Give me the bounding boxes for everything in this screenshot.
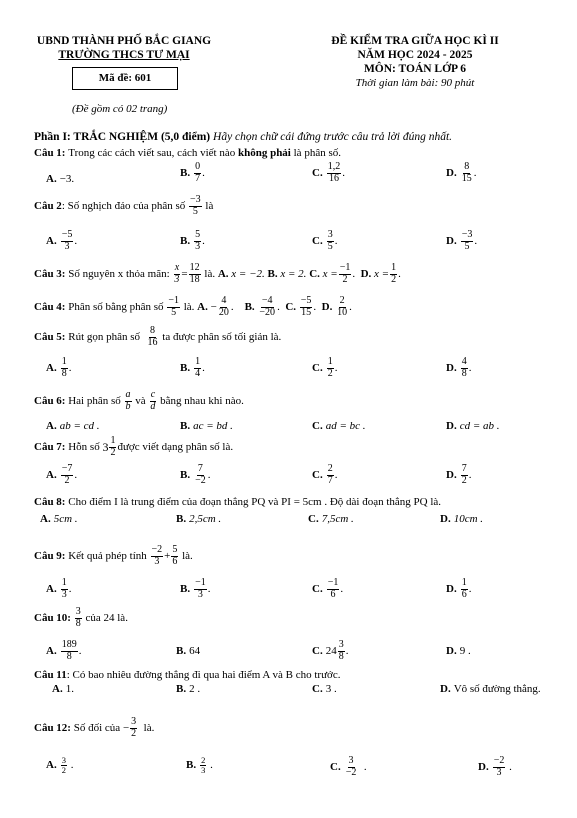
option-letter: A. [46,468,57,481]
fraction [149,390,156,412]
option-letter: C. [312,644,323,657]
q6-option-d[interactable] [446,421,500,432]
option-letter: C. [312,420,323,432]
fraction [461,230,474,252]
option-letter: D. [446,166,457,179]
q7-stem [34,436,233,458]
fraction-numerator: 1,2 [327,161,341,172]
q1-stem [34,148,341,159]
fraction-denominator: 8 [66,650,72,662]
option-letter: A. [40,513,51,525]
fraction-numerator: 8 [150,325,156,336]
fraction [130,717,137,739]
q12-option-a[interactable]: A. $\frac{3}{2}$ . [46,755,74,775]
fraction-numerator: −5 [61,229,73,240]
option-letter: C. [312,166,323,179]
fraction [461,162,473,184]
q3-option-c-label[interactable]: C. [309,267,320,280]
text-segment: và [135,394,146,407]
fraction [189,263,201,285]
text-segment: Số nguyên x thỏa mãn: [68,267,170,280]
fraction-numerator: 4 [221,295,227,306]
fraction-numerator: 5 [195,229,201,240]
fraction [327,162,342,184]
text-segment: 1. [65,683,74,695]
q12-option-b[interactable]: B. $\frac{2}{3}$ . [186,755,213,775]
fraction-denominator: 3 [174,273,180,285]
text-segment: x = [374,267,390,280]
option-letter: A. [46,172,57,185]
fraction [109,436,116,458]
q7-option-d[interactable]: D. $\frac{7}{2}$ . [446,463,472,486]
q7-option-c[interactable]: C. $\frac{2}{7}$ . [312,463,338,486]
q3-option-b[interactable]: x = 2. [280,267,307,280]
q11-option-a[interactable] [52,684,74,695]
option-letter: A. [46,758,57,771]
q9-option-d[interactable]: D. $\frac{1}{6}$ . [446,577,472,600]
q1-label: Câu 1: [34,147,66,159]
q10-option-d[interactable] [446,646,471,657]
fraction-numerator: 12 [189,262,200,273]
fraction-denominator: 8 [75,617,81,629]
fraction-numerator: −1 [339,262,351,273]
fraction-denominator: 5 [192,205,198,217]
fraction [61,230,74,252]
fraction-denominator: 7 [327,474,333,486]
fraction-denominator: 6 [461,588,467,600]
q4-option-a[interactable] [218,296,230,318]
fraction [189,195,202,217]
text-segment: 2 . [189,683,201,695]
option-letter: C. [312,361,323,374]
fraction-denominator: 3 [195,240,201,252]
fraction-numerator: a [125,389,131,400]
fraction [61,464,74,486]
text-segment: x = [322,267,338,280]
text-segment: ab = cd . [59,420,100,432]
fraction-numerator: c [150,389,156,400]
text-segment: − [210,300,217,313]
fraction-denominator: 16 [328,172,339,184]
q10-option-a[interactable]: A. $\frac{189}{8}$ . [46,639,82,662]
q9-option-b[interactable]: B. $\frac{-1}{3}$ . [180,577,211,600]
fraction [461,464,468,486]
fraction-denominator: 8 [461,367,467,379]
text-segment: 3 [102,440,109,454]
q9-label: Câu 9: [34,549,66,562]
fraction [75,607,82,629]
option-letter: C. [312,468,323,481]
q3-option-d-label[interactable]: D. [360,267,372,280]
text-segment: Kết quả phép tính [68,549,147,562]
fraction-denominator: 3 [496,766,502,778]
option-letter: C. [312,234,323,247]
fraction-denominator: 4 [195,367,201,379]
text-segment: 7,5cm . [321,513,354,525]
fraction [147,326,159,348]
q4-option-d-label[interactable]: D. [321,300,333,313]
option-letter: B. [176,683,187,695]
option-letter: B. [180,234,191,247]
q3-option-d[interactable] [390,263,397,285]
q2-stem [34,195,213,217]
q4-stem: Câu 4: Phân số bằng phân số $\frac{-1}{5}$ là. A. − $\frac{4}{20}$ . B. $\frac{-4}{-20}$ . C. $\frac{-5}{15}$ . D. $\frac{2}{10}$ . [34,295,352,318]
q4-option-c[interactable] [300,296,313,318]
fraction [327,464,334,486]
text-segment: Hỗn số [68,440,100,453]
text-segment: − [122,721,130,734]
text-segment: + [164,549,171,562]
option-letter: D. [446,468,457,481]
fraction [61,640,78,662]
q11-label: Câu 11 [34,669,67,681]
q7-option-b[interactable]: B. $\frac{7}{-2}$ . [180,463,211,486]
fraction-denominator: 2 [110,446,116,458]
option-letter: B. [180,582,191,595]
option-letter: B. [186,758,197,771]
q5-option-d[interactable]: D. $\frac{4}{8}$ . [446,356,472,379]
fraction [151,545,164,567]
text-segment: Rút gọn phân số [68,330,141,343]
q8-option-d[interactable] [440,514,483,525]
q9-option-c[interactable]: C. $\frac{-1}{6}$ . [312,577,344,600]
fraction-denominator: b [125,400,131,412]
q2-option-d[interactable]: D. $\frac{-3}{5}$ . [446,229,478,252]
option-letter: D. [440,683,451,695]
q10-option-c[interactable]: C. 24 $\frac{3}{8}$ . [312,639,349,662]
text-segment: Hai phân số [68,394,121,407]
q6-stem [34,390,244,412]
fraction [173,263,180,285]
option-letter: D. [446,361,457,374]
q8-option-b[interactable] [176,514,221,525]
fraction-numerator: 3 [348,755,354,766]
fraction-numerator: 3 [131,716,137,727]
fraction-denominator: 15 [461,172,472,184]
q10-option-b[interactable] [176,646,200,657]
fraction-denominator: 7 [195,172,201,184]
option-letter: B. [180,361,191,374]
text-segment: 9 . [459,645,471,657]
fraction-denominator: 6 [172,555,178,567]
q11-option-b[interactable] [176,684,200,695]
fraction-numerator: 0 [195,161,201,172]
fraction-numerator: 5 [172,544,178,555]
fraction-numerator: 189 [61,639,77,650]
q5-option-a[interactable]: A. $\frac{1}{8}$ . [46,356,72,379]
fraction-numerator: 1 [61,577,67,588]
text-segment: là [205,199,214,212]
q3-label: Câu 3: [34,267,66,280]
text-segment: ac = bd . [193,420,233,432]
fraction-denominator: 3 [197,588,203,600]
q1-option-d[interactable]: D. $\frac{8}{15}$ . [446,161,477,184]
option-letter: C. [330,760,341,773]
text-segment: Phân số bằng phân số [68,300,164,313]
option-letter: D. [446,645,457,657]
q7-option-a[interactable]: A. $\frac{-7}{2}$ . [46,463,78,486]
exam-title: ĐỀ KIỂM TRA GIỮA HỌC KÌ II [331,35,499,47]
fraction [338,640,345,662]
option-letter: A. [46,234,57,247]
fraction-denominator: −20 [259,306,276,318]
fraction-denominator: 5 [464,240,470,252]
fraction-numerator: −5 [300,295,312,306]
option-letter: C. [312,582,323,595]
fraction-numerator: 1 [110,435,116,446]
q12-option-c[interactable]: C. $\frac{3}{-2}$ . [330,755,367,778]
option-letter: A. [46,420,57,432]
fraction-numerator: 3 [75,606,81,617]
fraction-denominator: 2 [61,764,66,775]
q1-text: Trong các cách viết sau, cách viết nào [68,147,236,159]
fraction [200,756,206,775]
fraction [194,464,207,486]
authority-name: UBND THÀNH PHỐ BẮC GIANG [36,35,212,47]
fraction-numerator: −3 [461,229,473,240]
q9-stem [34,545,193,567]
q1-option-a[interactable] [46,166,74,192]
fraction-denominator: 10 [337,306,348,318]
fraction-numerator: −1 [168,295,179,306]
exam-code: Mã đề: 601 [98,72,152,84]
fraction-numerator: 3 [327,229,333,240]
q8-stem [34,497,441,508]
q5-label: Câu 5: [34,330,66,343]
q8-option-c[interactable] [308,514,354,525]
part1-title: Phần I: TRẮC NGHIỆM (5,0 điểm) [34,131,211,143]
text-segment: 3 . [325,683,337,695]
fraction-denominator: −2 [345,766,357,778]
option-letter: A. [46,361,57,374]
fraction [461,578,468,600]
fraction [493,756,506,778]
fraction-denominator: 5 [171,306,177,318]
fraction-denominator: 16 [147,336,158,348]
q2-label: Câu 2 [34,199,62,212]
q8-label: Câu 8: [34,496,66,508]
fraction-denominator: 8 [61,367,67,379]
fraction-numerator: −1 [195,577,206,588]
fraction [194,230,201,252]
fraction [61,357,68,379]
q6-option-b[interactable] [180,421,233,432]
fraction [125,390,132,412]
q1-option-b[interactable]: B. $\frac{0}{7}$ . [180,161,205,184]
q4-option-c-label[interactable]: C. [285,300,297,313]
fraction-numerator: x [174,262,180,273]
text-segment: cd = ab . [459,420,500,432]
q4-option-a-label[interactable]: A. [197,300,208,313]
option-letter: B. [180,166,191,179]
text-segment: là. [183,300,195,313]
text-segment: của 24 là. [85,611,128,624]
q7-label: Câu 7: [34,440,66,453]
text-segment: là. [182,549,193,562]
text-segment: Vô số đường thẳng. [453,683,541,695]
fraction-numerator: 8 [464,161,470,172]
q12-stem [34,717,154,739]
option-letter: B. [176,645,187,657]
fraction-numerator: 3 [338,639,344,650]
q3-option-a[interactable]: x = −2. [231,267,265,280]
option-letter: C. [312,683,323,695]
fraction-numerator: 3 [61,755,66,765]
q11-option-c[interactable] [312,684,337,695]
fraction-numerator: −2 [151,544,163,555]
option-letter: C. [308,513,319,525]
q6-option-a[interactable] [46,421,100,432]
fraction-numerator: −2 [493,755,505,766]
option-letter: B. [176,513,187,525]
fraction-numerator: −7 [61,463,73,474]
fraction-denominator: d [150,400,156,412]
text-segment: ta được phân số tối giản là. [162,330,282,343]
q4-option-d[interactable] [336,296,348,318]
text-segment: 5cm . [53,513,78,525]
q12-label: Câu 12: [34,721,71,734]
fraction-numerator: 7 [461,463,467,474]
fraction-denominator: −2 [195,474,206,486]
text-segment: 24 [325,644,337,657]
part1-instruction: Hãy chọn chữ cái đứng trước câu trả lời đúng nhất. [213,131,453,143]
q1-emphasis: không phải [237,147,291,159]
option-letter: B. [180,420,191,432]
pages-note: (Đề gồm có 02 trang) [72,103,168,115]
q6-label: Câu 6: [34,394,66,407]
fraction-denominator: 6 [330,588,336,600]
fraction-denominator: 2 [64,474,70,486]
fraction-numerator: 2 [201,755,206,765]
fraction-denominator: 3 [201,764,206,775]
time-limit: Thời gian làm bài: 90 phút [355,77,475,89]
text-segment: −3. [59,172,75,185]
q3-option-a-label[interactable]: A. [217,267,229,280]
option-letter: A. [46,582,57,595]
q10-stem [34,607,128,629]
fraction [327,230,334,252]
school-year: NĂM HỌC 2024 - 2025 [357,49,473,61]
fraction-denominator: 2 [327,367,333,379]
q5-stem [34,326,281,348]
q1-text-end: là phân số. [293,147,341,159]
fraction-denominator: 15 [301,306,312,318]
fraction [194,357,201,379]
fraction-numerator: 1 [391,262,397,273]
fraction [327,578,340,600]
text-segment: Cho điểm I là trung điểm của đoạn thẳng PQ và PI = 5cm . Độ dài đoạn thẳng PQ là. [68,496,442,508]
q2-option-c[interactable]: C. $\frac{3}{5}$ . [312,229,338,252]
option-letter: A. [46,644,57,657]
fraction [167,296,180,318]
text-segment: là. [204,267,216,280]
fraction-numerator: −1 [327,577,339,588]
fraction [61,756,67,775]
school-name: TRƯỜNG THCS TƯ MẠI [58,49,190,61]
option-letter: D. [446,420,457,432]
fraction-denominator: 2 [342,273,348,285]
fraction-denominator: 3 [64,240,70,252]
q11-option-d[interactable] [440,684,541,695]
text-segment: bằng nhau khi nào. [160,394,244,407]
fraction-denominator: 2 [391,273,397,285]
option-letter: D. [446,234,457,247]
fraction-numerator: 1 [327,356,333,367]
q10-label: Câu 10: [34,611,71,624]
fraction [461,357,468,379]
option-letter: D. [478,760,489,773]
q2-option-b[interactable]: B. $\frac{5}{3}$ . [180,229,205,252]
fraction-denominator: 3 [61,588,67,600]
text-segment: 64 [189,645,201,657]
fraction [327,357,334,379]
fraction-numerator: 7 [197,463,203,474]
fraction-denominator: 20 [218,306,229,318]
q3-stem: Câu 3: Số nguyên x thỏa mãn: $\frac{x}{3}$ = $\frac{12}{18}$ là. A. x = −2. B. x = 2. C. x = $\frac{-1}{2}$ . D. x = $\frac{1}{2}$ . [34,262,401,285]
option-letter: A. [52,683,63,695]
fraction [345,756,358,778]
q2-option-a[interactable]: A. $\frac{-5}{3}$ . [46,229,78,252]
text-segment: : Có bao nhiêu đường thẳng đi qua hai điểm A và B cho trước. [66,669,341,681]
text-segment: là. [143,721,155,734]
q5-option-c[interactable]: C. $\frac{1}{2}$ . [312,356,338,379]
fraction-numerator: 1 [461,577,467,588]
q3-option-c[interactable] [339,263,352,285]
option-letter: D. [446,582,457,595]
text-segment: ad = bc . [325,420,366,432]
q5-option-b[interactable]: B. $\frac{1}{4}$ . [180,356,205,379]
fraction-denominator: 8 [338,650,344,662]
fraction-denominator: 2 [131,727,137,739]
fraction-denominator: 5 [327,240,333,252]
q8-option-a[interactable] [40,514,78,525]
q12-option-d[interactable]: D. $\frac{-2}{3}$ . [478,755,512,778]
fraction-numerator: −4 [261,295,273,306]
fraction [194,578,207,600]
q4-label: Câu 4: [34,300,66,313]
part1-heading [34,132,452,144]
text-segment: 10cm . [453,513,484,525]
fraction-numerator: 1 [61,356,67,367]
fraction-numerator: 2 [327,463,333,474]
fraction-denominator: 3 [154,555,160,567]
fraction [171,545,178,567]
fraction [61,578,68,600]
q4-option-b-label[interactable]: B. [244,300,255,313]
q6-option-c[interactable] [312,421,366,432]
option-letter: B. [180,468,191,481]
text-segment: 2,5cm . [189,513,222,525]
text-segment: : Số nghịch đảo của phân số [61,199,186,212]
q11-stem [34,670,340,681]
fraction-numerator: −3 [190,194,201,205]
text-segment: Số đối của [73,721,121,734]
fraction-numerator: 4 [461,356,467,367]
q4-option-b[interactable] [258,296,276,318]
fraction-denominator: 2 [461,474,467,486]
subject: MÔN: TOÁN LỚP 6 [363,63,467,75]
q1-option-c[interactable]: C. $\frac{1,2}{16}$ . [312,161,345,184]
text-segment: được viết dạng phân số là. [117,440,234,453]
fraction-numerator: 2 [339,295,345,306]
q9-option-a[interactable]: A. $\frac{1}{3}$ . [46,577,72,600]
fraction [194,162,201,184]
q3-option-b-label[interactable]: B. [267,267,278,280]
fraction-numerator: 1 [195,356,201,367]
fraction-denominator: 18 [189,273,200,285]
option-letter: D. [440,513,451,525]
